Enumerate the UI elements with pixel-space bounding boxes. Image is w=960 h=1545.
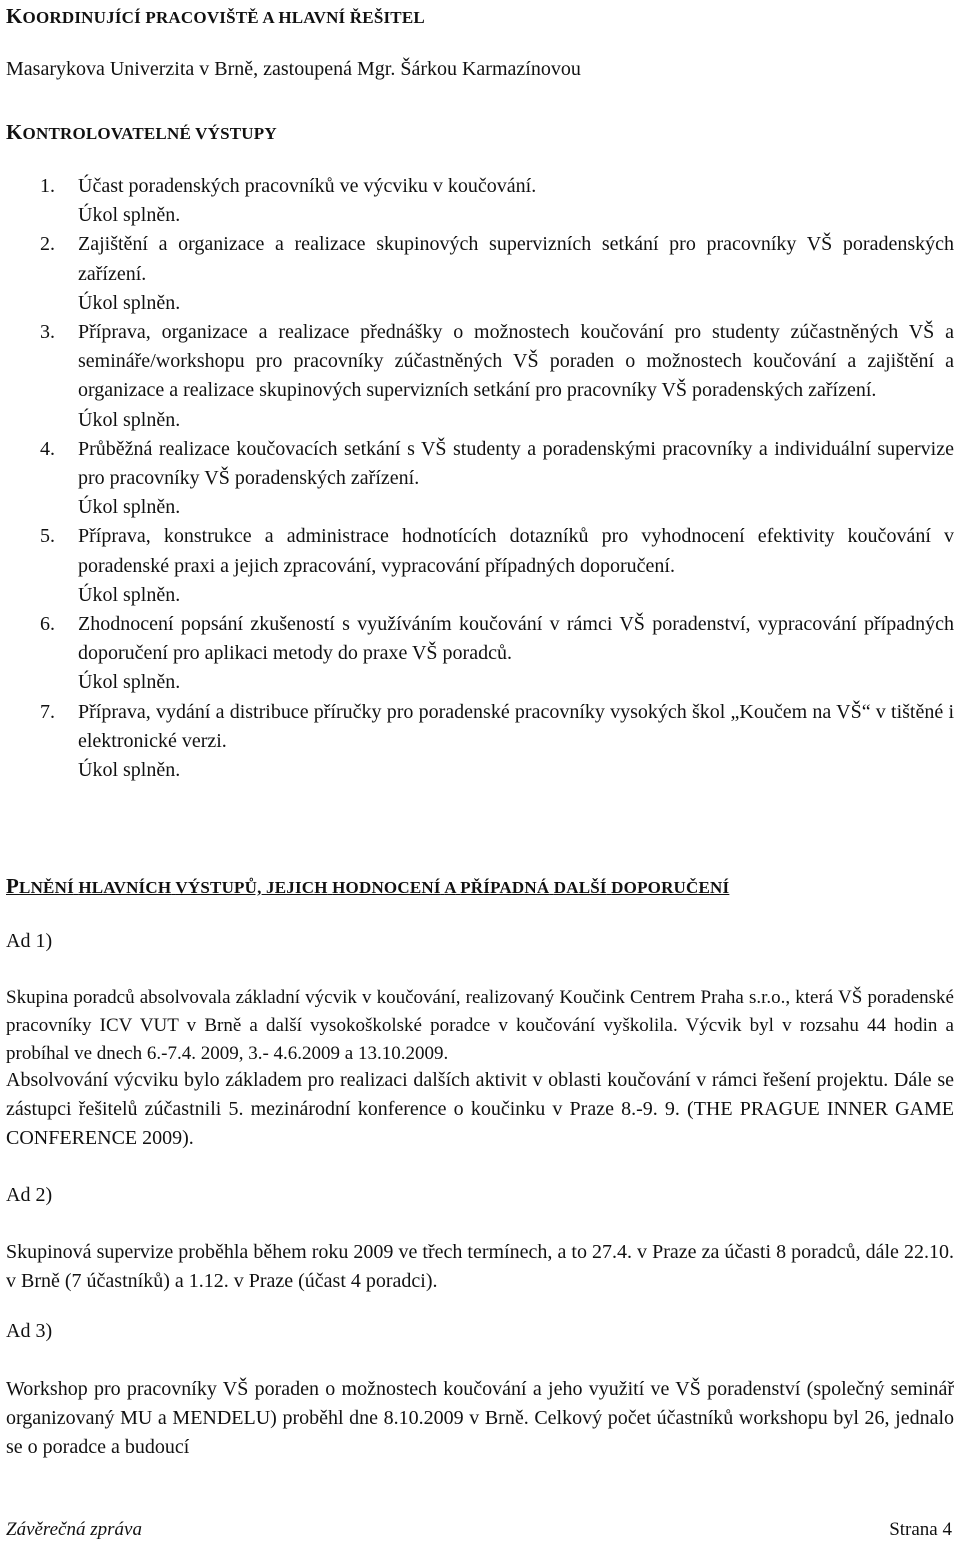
heading-word: HODNOCENÍ	[332, 878, 441, 897]
item-text: Příprava, konstrukce a administrace hodnotících dotazníků pro vyhodnocení efektivity koučování v poradenské praxi a jejich zpracování, vypracování případných doporučení.	[78, 525, 954, 577]
list-item	[6, 172, 954, 230]
list-item	[6, 318, 954, 435]
heading-outputs	[6, 120, 277, 145]
heading-word: HLAVNÍCH	[78, 878, 172, 897]
item-number: 2.	[40, 233, 55, 256]
heading-word: DALŠÍ	[553, 878, 607, 897]
heading-initial: K	[6, 120, 23, 144]
heading-word: VÝSTUPŮ,	[175, 878, 262, 897]
item-text: Účast poradenských pracovníků ve výcviku v koučování.	[78, 175, 537, 197]
item-number: 7.	[40, 700, 55, 723]
heading-rest: ONTROLOVATELNÉ VÝSTUPY	[22, 124, 277, 143]
footer-title: Závěrečná zpráva	[6, 1519, 142, 1540]
ad2-paragraph: Skupinová supervize proběhla během roku 2009 ve třech termínech, a to 27.4. v Praze za účasti 8 poradců, dále 22.10. v Brně (7 účastníků) a 1.12. v Praze (účast 4 poradci).	[6, 1241, 954, 1293]
heading-word: LNĚNÍ	[19, 878, 74, 897]
item-status: Úkol splněn.	[78, 496, 181, 519]
outputs-list	[6, 172, 954, 785]
item-text: Průběžná realizace koučovacích setkání s VŠ studenty a poradenskými pracovníky a individuální supervize pro pracovníky VŠ poradenských zařízení.	[78, 437, 954, 490]
item-status: Úkol splněn.	[78, 204, 181, 227]
list-item	[6, 230, 954, 318]
item-status: Úkol splněn.	[78, 583, 181, 606]
ad1-label: Ad 1)	[6, 930, 53, 952]
coordinator-text: Masarykova Univerzita v Brně, zastoupená Mgr. Šárkou Karmazínovou	[6, 58, 581, 80]
item-text: Zajištění a organizace a realizace skupinových supervizních setkání pro pracovníky VŠ poradenských zařízení.	[78, 233, 954, 285]
item-text: Zhodnocení popsání zkušeností s využíváním koučování v rámci VŠ poradenství, vypracování případných doporučení pro aplikaci metody do praxe VŠ poradců.	[78, 613, 954, 665]
heading-results	[6, 874, 729, 899]
item-text: Příprava, organizace a realizace přednášky o možnostech koučování pro studenty zúčastněných VŠ a semináře/workshopu pro pracovníky zúčastněných VŠ poraden o možnostech koučování a zajištění a organizace a realizace skupinových supervizních setkání pro pracovníky VŠ poradenských zařízení.	[78, 321, 954, 402]
ad1-paragraph-2: Absolvování výcviku bylo základem pro realizaci dalších aktivit v oblasti koučování v rámci řešení projektu. Dále se zástupci řešitelů zúčastnili 5. mezinárodní konference o koučinku v Praze 8.-9. 9. (THE PRAGUE INNER GAME CONFERENCE 2009).	[6, 1069, 954, 1150]
heading-coordinator	[6, 4, 425, 29]
item-number: 4.	[40, 437, 55, 460]
ad2-label: Ad 2)	[6, 1184, 53, 1206]
list-item	[6, 698, 954, 786]
item-status: Úkol splněn.	[78, 291, 181, 314]
item-status: Úkol splněn.	[78, 671, 181, 694]
list-item	[6, 522, 954, 610]
item-number: 1.	[40, 175, 55, 197]
heading-word: A	[444, 878, 456, 897]
heading-initial: K	[6, 4, 23, 28]
heading-rest: OORDINUJÍCÍ PRACOVIŠTĚ A HLAVNÍ ŘEŠITEL	[22, 8, 425, 27]
item-status: Úkol splněn.	[78, 408, 181, 431]
item-status: Úkol splněn.	[78, 759, 181, 782]
page-number: Strana 4	[889, 1519, 952, 1540]
list-item	[6, 610, 954, 698]
heading-initial: P	[6, 874, 20, 898]
item-text: Příprava, vydání a distribuce příručky pro poradenské pracovníky vysokých škol „Koučem na VŠ“ v tištěné i elektronické verzi.	[78, 700, 954, 752]
item-number: 5.	[40, 525, 55, 548]
heading-word: JEJICH	[266, 878, 328, 897]
ad3-paragraph: Workshop pro pracovníky VŠ poraden o možnostech koučování a jeho využití ve VŠ poradenství (společný seminář organizovaný MU a MENDELU) proběhl dne 8.10.2009 v Brně. Celkový počet účastníků workshopu byl 26, jednalo se o poradce a budoucí	[6, 1378, 954, 1459]
heading-word: PŘÍPADNÁ	[460, 878, 550, 897]
item-number: 6.	[40, 613, 55, 636]
item-number: 3.	[40, 321, 55, 344]
ad3-label: Ad 3)	[6, 1320, 53, 1342]
ad1-paragraph: Skupina poradců absolvovala základní výcvik v koučování, realizovaný Koučink Centrem Praha s.r.o., která VŠ poradenské pracovníky ICV VUT v Brně a další vysokoškolské poradce v koučování vyškolila. Výcvik byl v rozsahu 44 hodin a probíhal ve dnech 6.-7.4. 2009, 3.- 4.6.2009 a 13.10.2009.	[6, 987, 954, 1064]
heading-word: DOPORUČENÍ	[611, 878, 730, 897]
list-item	[6, 435, 954, 523]
